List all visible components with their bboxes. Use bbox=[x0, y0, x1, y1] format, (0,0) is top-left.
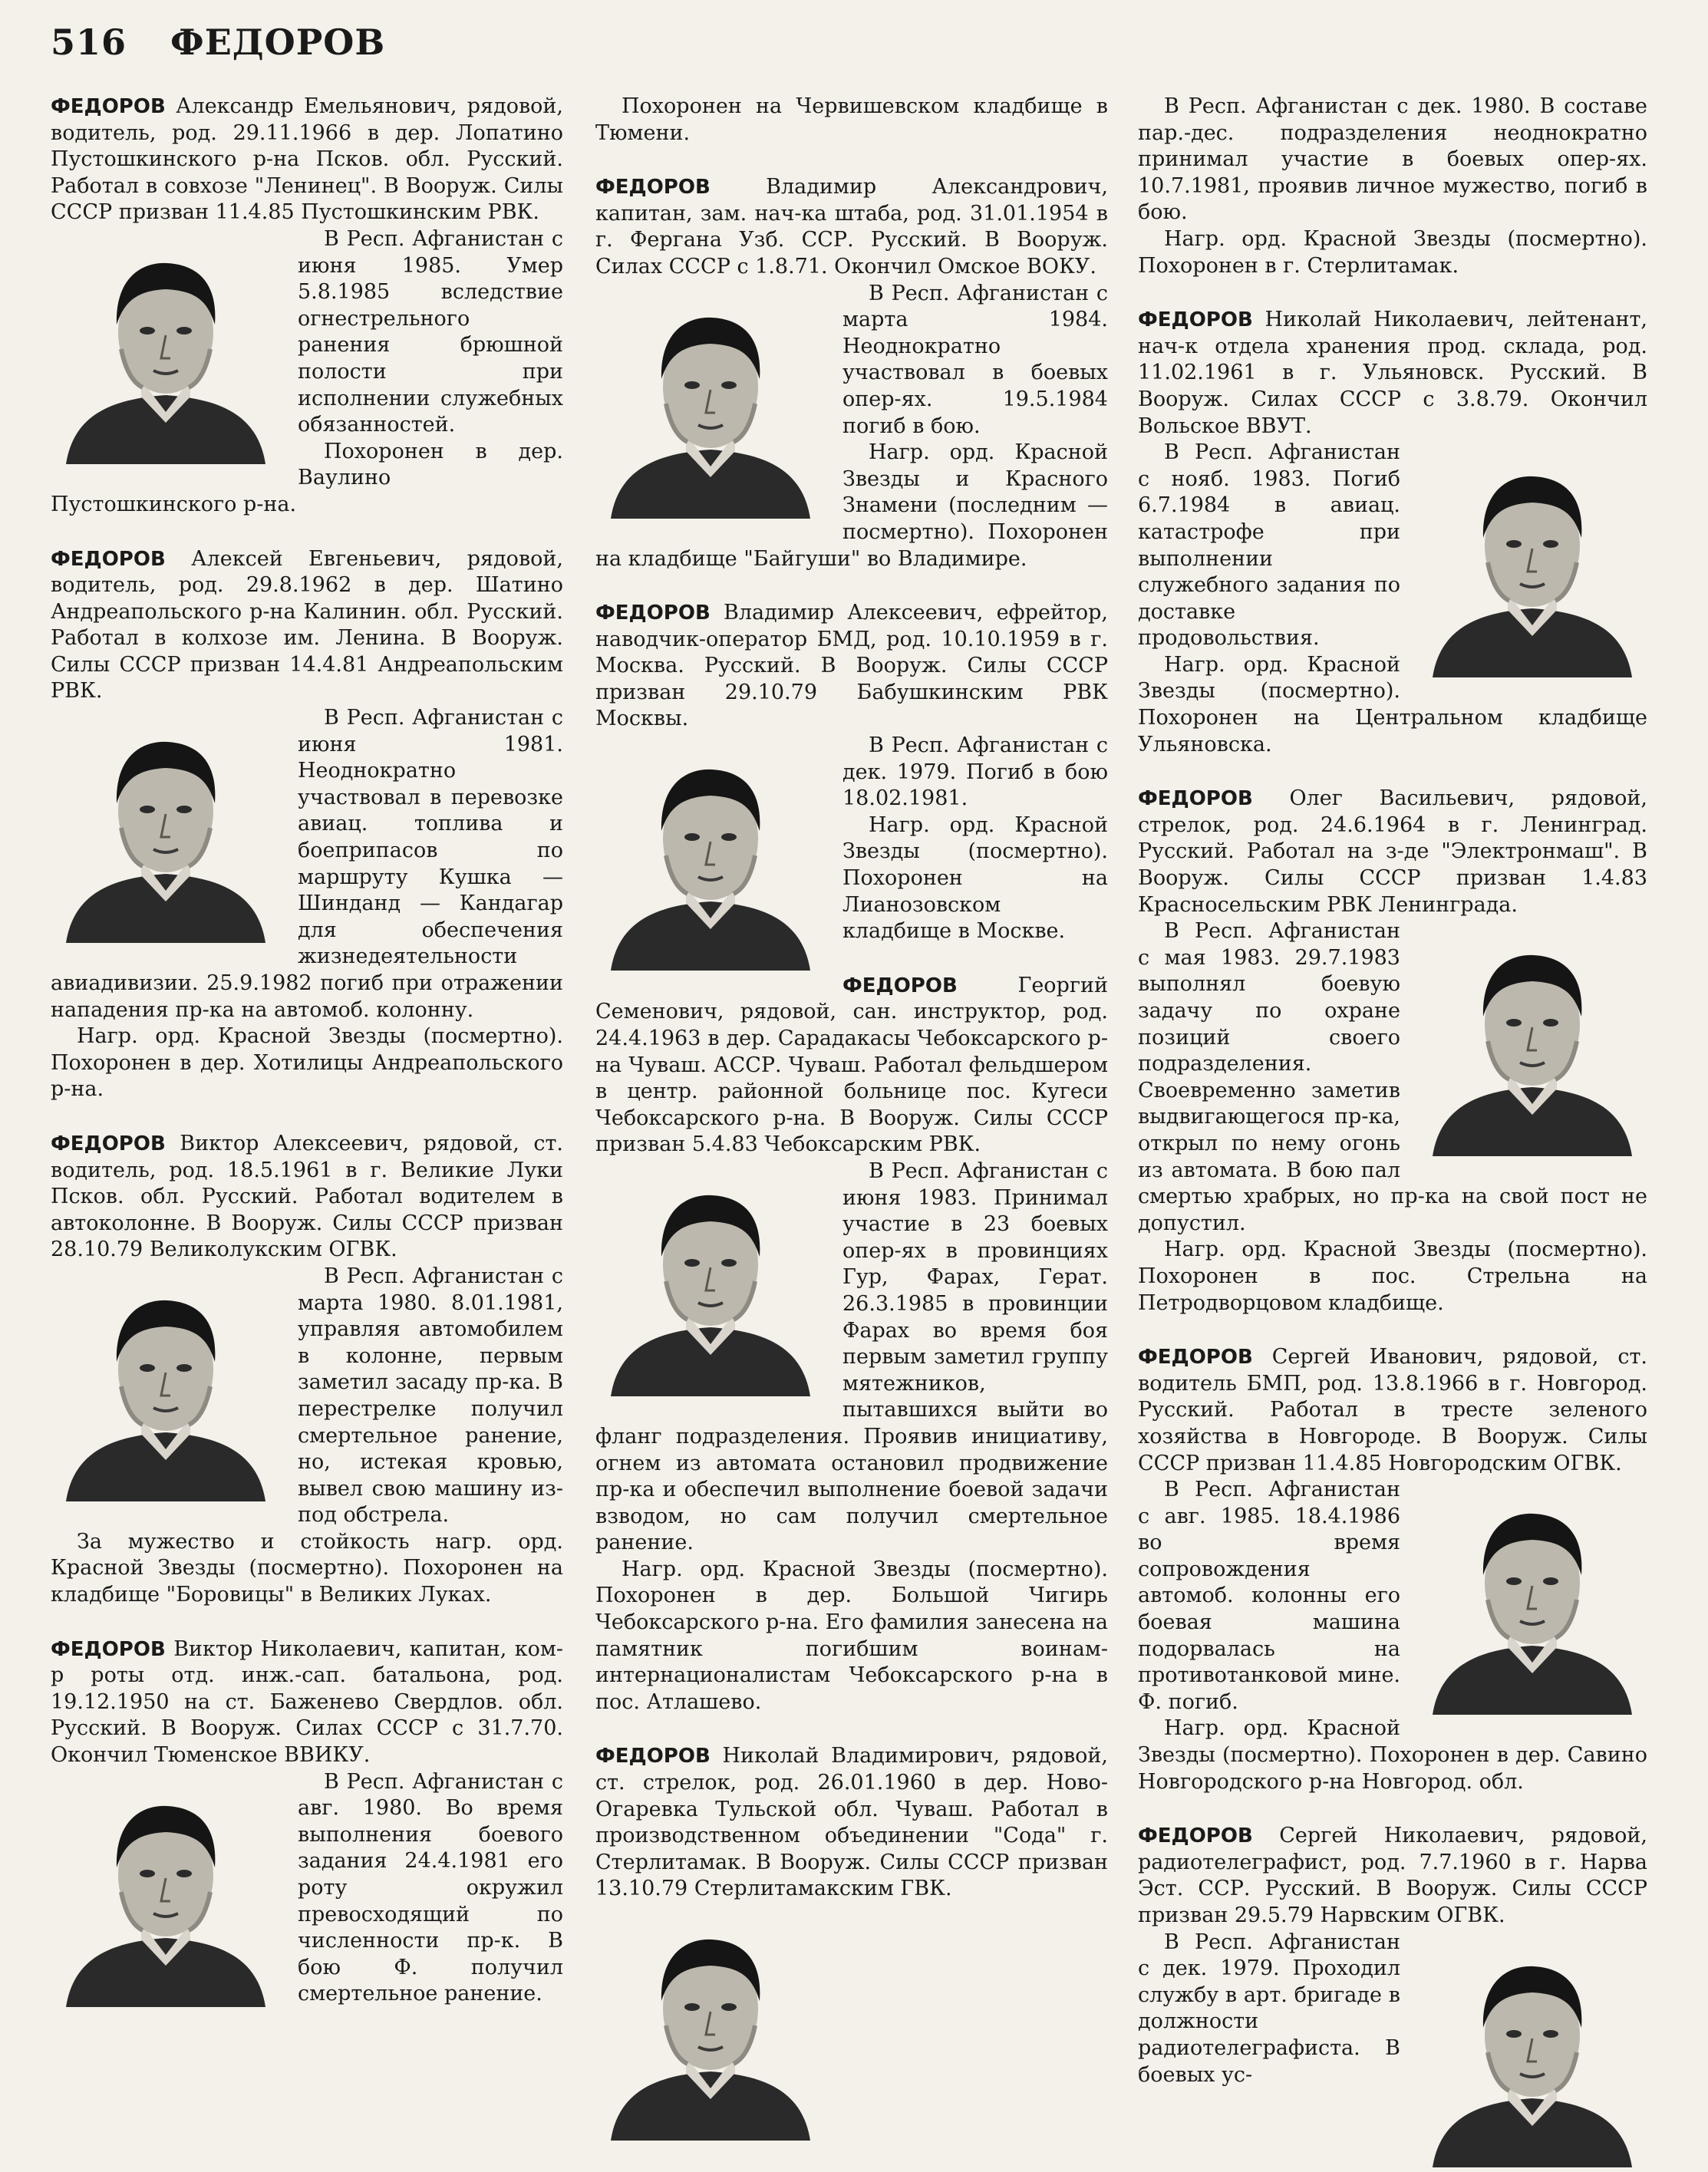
entry-fedorov-sergei-ivanovich bbox=[1138, 1344, 1647, 1795]
portrait-photo bbox=[595, 1166, 826, 1396]
entry-fedorov-viktor-nikolaevich bbox=[51, 1636, 563, 2008]
column-1 bbox=[51, 94, 563, 2035]
entry-paragraph: В Респ. Афганистан с мая 1983. 29.7.1983 выполнял боевую задачу по охране позиций своего подразделения. Своевременно заметив выдвигающегося пр-ка, открыл по нему огонь из автомата. В бою пал смертью храбрых, но пр-ка на свой пост не допустил. bbox=[1138, 919, 1647, 1235]
portrait-photo bbox=[1417, 447, 1647, 677]
entry-name: ФЕДОРОВ bbox=[1138, 1346, 1253, 1369]
entry-paragraph: Нагр. орд. Красной Звезды (посмертно). Похоронен в дер. Большой Чигирь Чебоксарского р-на. Его фамилия занесена на памятник погибшим воинам-интернационалистам Чебоксарского р-на в пос. Атлашево. bbox=[595, 1557, 1108, 1714]
entry-paragraph: В Респ. Афганистан с июня 1983. Принимал участие в 23 боевых опер-ях в провинциях Гур, Фарах, Герат. 26.3.1985 в провинции Фарах во время боя первым заметил группу мятежников, пытавшихся выйти во фланг подразделения. Проявив инициативу, огнем из автомата остановил продвижение пр-ка и обеспечил выполнение боевой задачи взводом, но сам получил смертельное ранение. bbox=[595, 1159, 1108, 1555]
entry-fedorov-nikolai-vladimirovich bbox=[595, 1743, 1108, 1903]
entry-bio: Николай Владимирович, рядовой, ст. стрелок, род. 26.01.1960 в дер. Ново-Огаревка Тульской обл. Чуваш. Работал в производственном объединении "Сода" г. Стерлитамак. В Вооруж. Силы СССР призван 13.10.79 Стерлитамакским ГВК. bbox=[595, 1744, 1108, 1901]
entry-continuation bbox=[595, 94, 1108, 147]
entry-bio: Сергей Иванович, рядовой, ст. водитель БМП, род. 13.8.1966 в г. Новгород. Русский. Работал в тресте зеленого хозяйства в Новгороде. В Вооруж. Силы СССР призван 11.4.85 Новгородским ОГВК. bbox=[1138, 1345, 1647, 1475]
entry-name: ФЕДОРОВ bbox=[595, 176, 711, 199]
entry-paragraph: В Респ. Афганистан с авг. 1980. Во время выполнения боевого задания 24.4.1981 его роту окружил превосходящий по численности пр-к. В бою Ф. получил смертельное ранение. bbox=[298, 1769, 563, 2006]
entry-fedorov-nikolai-nikolaevich bbox=[1138, 307, 1647, 758]
entry-paragraph: Нагр. орд. Красной Звезды (посмертно). Похоронен в г. Стерлитамак. bbox=[1138, 226, 1647, 278]
entry-paragraph: В Респ. Афганистан с нояб. 1983. Погиб 6.7.1984 в авиац. катастрофе при выполнении служебного задания по доставке продовольствия. bbox=[1138, 440, 1400, 651]
entry-fedorov-aleksandr bbox=[51, 94, 563, 519]
entry-paragraph: В Респ. Афганистан с марта 1980. 8.01.1981, управляя автомобилем в колонне, первым заметил засаду пр-ка. В перестрелке получил смертельное ранение, но, истекая кровью, вывел свою машину из-под обстрела. bbox=[298, 1264, 563, 1528]
entry-name: ФЕДОРОВ bbox=[51, 1637, 166, 1661]
entry-fedorov-oleg bbox=[1138, 786, 1647, 1317]
page-number: 516 bbox=[51, 21, 127, 63]
portrait-photo bbox=[1417, 1485, 1647, 1715]
entry-bio: Алексей Евгеньевич, рядовой, водитель, род. 29.8.1962 в дер. Шатино Андреапольского р-на Калинин. обл. Русский. Работал в колхозе им. Ленина. В Вооруж. Силы СССР призван 14.4.81 Андреапольским РВК. bbox=[51, 546, 563, 704]
entry-bio: Виктор Николаевич, капитан, ком-р роты отд. инж.-сап. батальона, род. 19.12.1950 на ст. Баженево Свердлов. обл. Русский. В Вооруж. Силах СССР с 31.7.70. Окончил Тюменское ВВИКУ. bbox=[51, 1636, 563, 1768]
portrait-photo bbox=[595, 740, 826, 971]
portrait-photo bbox=[51, 1777, 281, 2007]
entry-bio: Георгий Семенович, рядовой, сан. инструктор, род. 24.4.1963 в дер. Сарадакасы Чебоксарского р-на Чуваш. АССР. Чуваш. Работал фельдшером в центр. районной больнице пос. Кугеси Чебоксарского р-на. В Вооруж. Силы СССР призван 5.4.83 Чебоксарским РВК. bbox=[595, 973, 1108, 1157]
entry-name: ФЕДОРОВ bbox=[1138, 308, 1253, 332]
entry-name: ФЕДОРОВ bbox=[595, 1745, 711, 1768]
entry-paragraph: Похоронен на Червишевском кладбище в Тюмени. bbox=[595, 94, 1108, 145]
entry-paragraph: Нагр. орд. Красной Звезды (посмертно). Похоронен на Лианозовском кладбище в Москве. bbox=[842, 812, 1108, 944]
entry-bio: Николай Николаевич, лейтенант, нач-к отдела хранения прод. склада, род. 11.02.1961 в г. Ульяновск. Русский. В Вооруж. Силах СССР с 3.8.79. Окончил Вольское ВВУТ. bbox=[1138, 308, 1647, 438]
entry-paragraph: Нагр. орд. Красной Звезды (посмертно). Похоронен в дер. Хотилицы Андреапольского р-на. bbox=[51, 1024, 563, 1102]
entry-bio: Олег Васильевич, рядовой, стрелок, род. 24.6.1964 в г. Ленинград. Русский. Работал на з-де "Электронмаш". В Вооруж. Силы СССР призван 1.4.83 Красносельским РВК Ленинграда. bbox=[1138, 786, 1647, 917]
entry-name: ФЕДОРОВ bbox=[51, 1132, 166, 1155]
entry-bio: Сергей Николаевич, рядовой, радиотелеграфист, род. 7.7.1960 в г. Нарва Эст. ССР. Русский. В Вооруж. Силы СССР призван 29.5.79 Нарвским ОГВК. bbox=[1138, 1824, 1647, 1927]
entry-fedorov-vladimir-alekseevich bbox=[595, 600, 1108, 945]
portrait-photo bbox=[595, 288, 826, 519]
portrait-photo bbox=[51, 1271, 281, 1501]
entry-bio: Виктор Алексеевич, рядовой, ст. водитель, род. 18.5.1961 в г. Великие Луки Псков. обл. Русский. Работал водителем в автоколонне. В Вооруж. Силы СССР призван 28.10.79 Великолукским ОГВК. bbox=[51, 1131, 563, 1262]
portrait-photo bbox=[595, 1910, 826, 2141]
entry-paragraph: Нагр. орд. Красной Звезды (посмертно). Похоронен в дер. Савино Новгородского р-на Новгород. обл. bbox=[1138, 1716, 1647, 1794]
entry-paragraph: В Респ. Афганистан с авг. 1985. 18.4.1986 во время сопровождения автомоб. колонны его боевая машина подорвалась на противотанковой мине. Ф. погиб. bbox=[1138, 1478, 1400, 1714]
entry-paragraph: В Респ. Афганистан с дек. 1979. Проходил службу в арт. бригаде в должности радиотелеграфиста. В боевых ус- bbox=[1138, 1930, 1400, 2087]
entry-paragraph: Похоронен в дер. Ваулино Пустошкинского р-на. bbox=[51, 439, 563, 516]
entry-fedorov-georgii bbox=[595, 973, 1108, 1716]
column-3 bbox=[1138, 94, 1647, 2172]
portrait-photo bbox=[1417, 926, 1647, 1156]
page-header bbox=[51, 21, 385, 63]
entry-fedorov-aleksei bbox=[51, 546, 563, 1103]
entry-paragraph: В Респ. Афганистан с дек. 1980. В составе пар.-дес. подразделения неоднократно принимал участие в боевых опер-ях. 10.7.1981, проявив личное мужество, погиб в бою. bbox=[1138, 94, 1647, 225]
entry-continuation bbox=[1138, 94, 1647, 279]
entry-paragraph: В Респ. Афганистан с июня 1985. Умер 5.8.1985 вследствие огнестрельного ранения брюшной полости при исполнении служебных обязанностей. bbox=[298, 226, 563, 437]
page-title: ФЕДОРОВ bbox=[170, 21, 386, 63]
entry-bio: Владимир Александрович, капитан, зам. нач-ка штаба, род. 31.01.1954 в г. Фергана Узб. ССР. Русский. В Вооруж. Силах СССР с 1.8.71. Окончил Омское ВОКУ. bbox=[595, 175, 1108, 279]
entry-paragraph: В Респ. Афганистан с дек. 1979. Погиб в бою 18.02.1981. bbox=[842, 733, 1108, 811]
entry-name: ФЕДОРОВ bbox=[1138, 1824, 1253, 1848]
entry-fedorov-vladimir-aleksandrovich bbox=[595, 174, 1108, 572]
entry-name: ФЕДОРОВ bbox=[595, 602, 711, 625]
entry-name: ФЕДОРОВ bbox=[842, 974, 958, 997]
entry-paragraph: Нагр. орд. Красной Звезды (посмертно). Похоронен на Центральном кладбище Ульяновска. bbox=[1138, 652, 1647, 756]
entry-paragraph: В Респ. Афганистан с марта 1984. Неоднократно участвовал в боевых опер-ях. 19.5.1984 погиб в бою. bbox=[842, 281, 1108, 438]
portrait-photo bbox=[1417, 1937, 1647, 2167]
entry-name: ФЕДОРОВ bbox=[1138, 787, 1253, 811]
entry-paragraph: За мужество и стойкость нагр. орд. Красной Звезды (посмертно). Похоронен на кладбище "Боровицы" в Великих Луках. bbox=[51, 1529, 563, 1607]
entry-fedorov-viktor-alekseevich bbox=[51, 1131, 563, 1609]
entry-name: ФЕДОРОВ bbox=[51, 95, 166, 118]
entry-name: ФЕДОРОВ bbox=[51, 547, 166, 571]
entry-paragraph: Нагр. орд. Красной Звезды (посмертно). Похоронен в пос. Стрельна на Петродворцовом кладбище. bbox=[1138, 1238, 1647, 1315]
entry-paragraph: В Респ. Афганистан с июня 1981. Неоднократно участвовал в перевозке авиац. топлива и боеприпасов по маршруту Кушка — Шинданд — Кандагар для обеспечения жизнедеятельности авиадивизии. 25.9.1982 погиб при отражении нападения пр-ка на автомоб. колонну. bbox=[51, 706, 563, 1022]
entry-paragraph: Нагр. орд. Красной Звезды и Красного Знамени (последним — посмертно). Похоронен на кладбище "Байгуши" во Владимире. bbox=[595, 440, 1108, 571]
portrait-photo bbox=[51, 234, 281, 464]
entry-bio: Александр Емельянович, рядовой, водитель, род. 29.11.1966 в дер. Лопатино Пустошкинского р-на Псков. обл. Русский. Работал в совхозе "Ленинец". В Вооруж. Силы СССР призван 11.4.85 Пустошкинским РВК. bbox=[51, 94, 563, 225]
portrait-photo bbox=[51, 713, 281, 943]
column-2 bbox=[595, 94, 1108, 2145]
entry-bio: Владимир Алексеевич, ефрейтор, наводчик-оператор БМД, род. 10.10.1959 в г. Москва. Русский. В Вооруж. Силы СССР призван 29.10.79 Бабушкинским РВК Москвы. bbox=[595, 601, 1108, 731]
entry-fedorov-sergei-nikolaevich bbox=[1138, 1823, 1647, 2088]
